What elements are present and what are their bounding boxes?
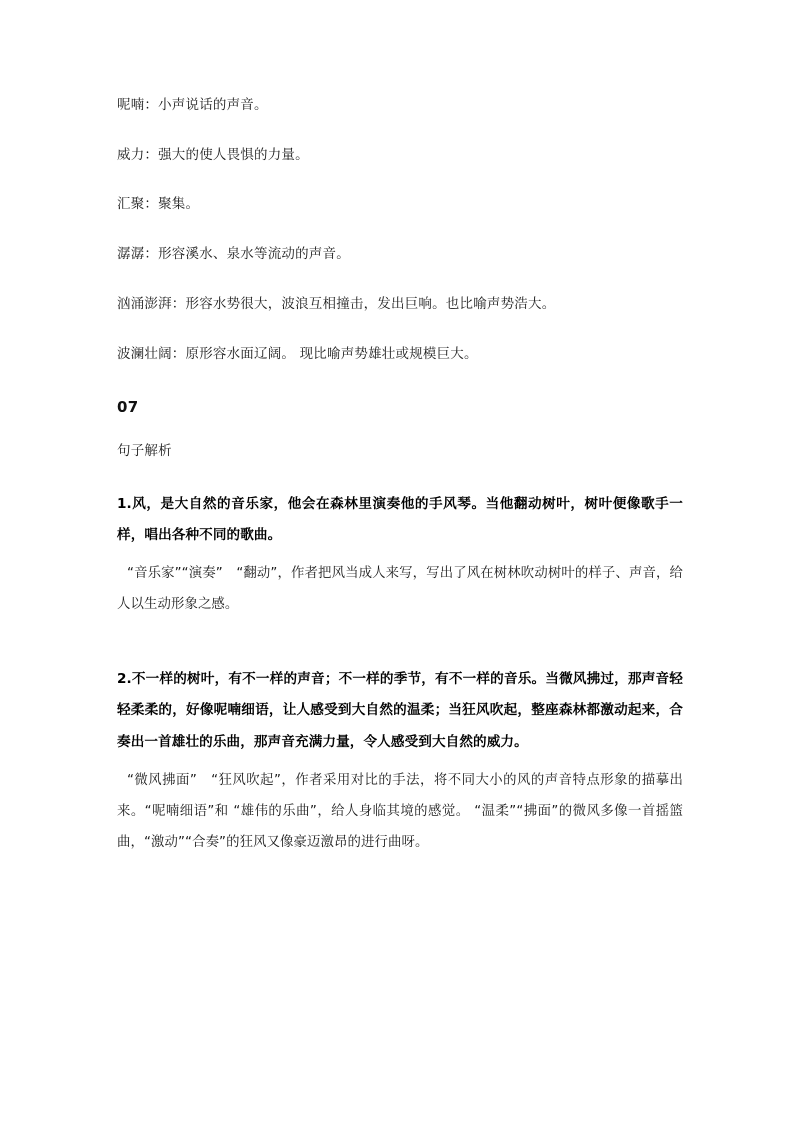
vocabulary-item: 汹涌澎湃：形容水势很大，波浪互相撞击，发出巨响。也比喻声势浩大。 xyxy=(117,295,556,312)
section-title: 句子解析 xyxy=(117,442,172,459)
analysis-item-2 xyxy=(117,664,683,858)
analysis-item-1 xyxy=(117,489,683,620)
vocabulary-item: 波澜壮阔：原形容水面辽阔。 现比喻声势雄壮或规模巨大。 xyxy=(117,345,478,362)
vocabulary-item: 汇聚：聚集。 xyxy=(117,196,200,213)
source-sentence: 1.风，是大自然的音乐家，他会在森林里演奏他的手风琴。当他翻动树叶，树叶便像歌手一样，唱出各种不同的歌曲。 xyxy=(117,495,683,544)
document-content xyxy=(117,96,683,858)
vocabulary-item: 呢喃：小声说话的声音。 xyxy=(117,97,268,113)
item-spacer xyxy=(117,620,683,664)
section-header xyxy=(117,397,683,461)
vocabulary-item: 潺潺：形容溪水、泉水等流动的声音。 xyxy=(117,246,350,263)
vocabulary-item: 威力：强大的使人畏惧的力量。 xyxy=(117,146,309,163)
vocabulary-list xyxy=(117,96,683,363)
source-sentence: 2.不一样的树叶，有不一样的声音；不一样的季节，有不一样的音乐。当微风拂过，那声音轻轻柔柔的，好像呢喃细语，让人感受到大自然的温柔；当狂风吹起，整座森林都激动起来，合奏出一首雄壮的乐曲，那声音充满力量，令人感受到大自然的威力。 xyxy=(117,670,683,751)
analysis-text: “音乐家”“演奏” “翻动”，作者把风当成人来写，写出了风在树林吹动树叶的样子、声音，给人以生动形象之感。 xyxy=(117,565,683,612)
section-number: 07 xyxy=(117,397,139,416)
analysis-text: “微风拂面” “狂风吹起”，作者采用对比的手法，将不同大小的风的声音特点形象的描摹出来。“呢喃细语”和 “雄伟的乐曲”，给人身临其境的感觉。 “温柔”“拂面”的微风多像一首摇篮曲，“激动”“合奏”的狂风又像豪迈激昂的进行曲呀。 xyxy=(117,772,683,850)
